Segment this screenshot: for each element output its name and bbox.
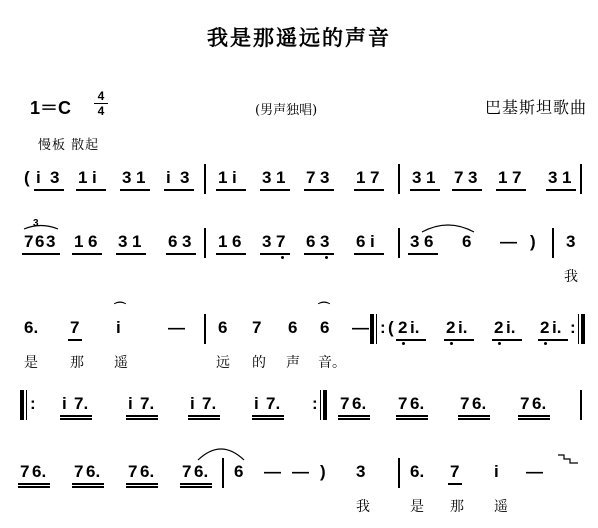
beam xyxy=(444,339,474,341)
note: i xyxy=(62,394,67,413)
note: 1 xyxy=(562,168,572,187)
dash: — xyxy=(168,318,185,337)
note: i. xyxy=(506,318,516,337)
repeat-start-barline xyxy=(370,314,374,344)
beam xyxy=(188,415,220,417)
note: i xyxy=(494,462,499,481)
beam xyxy=(338,415,370,417)
note: 6 xyxy=(35,232,45,251)
note: i xyxy=(36,168,41,187)
beam xyxy=(120,189,150,191)
barline xyxy=(204,314,206,344)
note: 3 xyxy=(180,168,190,187)
note: 6. xyxy=(532,394,547,413)
note: 1 xyxy=(78,168,88,187)
barline xyxy=(580,164,582,194)
barline xyxy=(552,228,554,258)
note: 3 xyxy=(182,232,192,251)
note: 3 xyxy=(320,232,330,251)
beam xyxy=(252,415,284,417)
note: i xyxy=(92,168,97,187)
barline xyxy=(398,228,400,258)
meter-top: 4 xyxy=(97,89,105,103)
beam xyxy=(126,418,158,420)
note: 3 xyxy=(412,168,422,187)
beam xyxy=(180,483,212,485)
repeat-dots: : xyxy=(570,318,576,337)
note: 6. xyxy=(352,394,367,413)
low-dot xyxy=(498,342,501,345)
lyric: 遥 xyxy=(114,355,128,371)
score-row-3 xyxy=(0,301,598,371)
note: 7 xyxy=(306,168,316,187)
dash: — xyxy=(352,318,369,337)
note: 7 xyxy=(520,394,530,413)
fermata-icon: ⌒ xyxy=(318,301,331,315)
note: 7 xyxy=(460,394,470,413)
low-dot xyxy=(450,342,453,345)
beam xyxy=(72,483,104,485)
beam xyxy=(180,486,212,488)
beam xyxy=(410,189,440,191)
beam xyxy=(452,189,482,191)
repeat-end-thin xyxy=(320,390,321,420)
note: 6 xyxy=(168,232,178,251)
note: 7 xyxy=(398,394,408,413)
note: 7 xyxy=(20,462,30,481)
note: 1 xyxy=(132,232,142,251)
low-dot xyxy=(402,342,405,345)
beam xyxy=(448,483,462,485)
note: i xyxy=(370,232,375,251)
note: i. xyxy=(458,318,468,337)
note: 3 xyxy=(410,232,420,251)
note: 3 xyxy=(548,168,558,187)
beam xyxy=(304,253,334,255)
beam xyxy=(188,418,220,420)
beam xyxy=(126,486,158,488)
beam xyxy=(216,189,246,191)
note: 7 xyxy=(24,232,34,251)
note: 3 xyxy=(46,232,56,251)
note: 6 xyxy=(356,232,366,251)
barline xyxy=(222,458,224,488)
triplet-mark: 3 xyxy=(33,218,39,229)
beam xyxy=(76,189,106,191)
beam xyxy=(18,486,50,488)
note: 1 xyxy=(218,168,228,187)
beam xyxy=(496,189,526,191)
dash: — xyxy=(264,462,281,481)
note: 3 xyxy=(468,168,478,187)
beam xyxy=(126,415,158,417)
note: 6. xyxy=(194,462,209,481)
beam xyxy=(518,418,550,420)
lyric: 是 xyxy=(24,355,38,371)
repeat-end-barline xyxy=(581,314,585,344)
note: 7 xyxy=(512,168,522,187)
meter-bottom: 4 xyxy=(97,104,105,118)
beam xyxy=(458,415,490,417)
note: i xyxy=(254,394,259,413)
lyric: 那 xyxy=(450,499,464,515)
beam xyxy=(546,189,576,191)
note: 2 xyxy=(446,318,456,337)
note: 1 xyxy=(276,168,286,187)
note: i xyxy=(232,168,237,187)
score-row-1 xyxy=(0,160,598,220)
lyric: 是 xyxy=(410,499,424,515)
note: 3 xyxy=(262,232,272,251)
note: 7. xyxy=(74,394,89,413)
beam xyxy=(518,415,550,417)
repeat-dots: : xyxy=(312,394,318,413)
score-row-2 xyxy=(0,218,598,285)
beam xyxy=(354,189,384,191)
repeat-start-thin xyxy=(376,314,377,344)
score-row-4 xyxy=(0,384,598,444)
repeat-end-barline xyxy=(323,390,327,420)
lyric: 的 xyxy=(252,355,266,371)
beam xyxy=(72,253,102,255)
fermata-icon: ⌒ xyxy=(114,301,127,315)
low-dot xyxy=(281,256,284,259)
beam xyxy=(60,418,92,420)
repeat-dots: : xyxy=(30,394,36,413)
note: 7 xyxy=(252,318,262,337)
note: 7 xyxy=(340,394,350,413)
note: 7 xyxy=(276,232,286,251)
note: 6. xyxy=(410,394,425,413)
beam xyxy=(492,339,522,341)
lyric: 我 xyxy=(356,499,370,515)
beam xyxy=(72,486,104,488)
beam xyxy=(408,253,438,255)
note: 7 xyxy=(128,462,138,481)
barline xyxy=(398,458,400,488)
beam xyxy=(338,418,370,420)
note: 6 xyxy=(234,462,244,481)
note: i. xyxy=(552,318,562,337)
note: 6 xyxy=(88,232,98,251)
note: i xyxy=(116,318,121,337)
note: 1 xyxy=(218,232,228,251)
note: 7 xyxy=(454,168,464,187)
note: 6 xyxy=(218,318,228,337)
repeat-end-thin xyxy=(578,314,579,344)
paren-close: ) xyxy=(530,232,536,251)
note: 6 xyxy=(424,232,434,251)
note: i xyxy=(190,394,195,413)
paren-close: ) xyxy=(320,462,326,481)
beam xyxy=(304,189,334,191)
beam xyxy=(18,483,50,485)
lyric: 音。 xyxy=(318,355,346,371)
beam xyxy=(458,418,490,420)
beam xyxy=(396,418,428,420)
page-title: 我是那遥远的声音 xyxy=(207,26,391,50)
note: 3 xyxy=(50,168,60,187)
note: 1 xyxy=(356,168,366,187)
note: 2 xyxy=(494,318,504,337)
note: 6 xyxy=(232,232,242,251)
lyric: 遥 xyxy=(494,499,508,515)
lyric: 那 xyxy=(70,355,84,371)
beam xyxy=(252,418,284,420)
note: 7 xyxy=(182,462,192,481)
key-signature: 1＝C xyxy=(30,98,72,118)
note: 6. xyxy=(86,462,101,481)
low-dot xyxy=(325,256,328,259)
beam xyxy=(116,253,146,255)
note: 6 xyxy=(288,318,298,337)
triplet-bracket xyxy=(22,222,60,230)
beam xyxy=(538,339,568,341)
barline xyxy=(204,228,206,258)
note: 6. xyxy=(472,394,487,413)
beam xyxy=(396,415,428,417)
note: 7 xyxy=(450,462,460,481)
note: i. xyxy=(410,318,420,337)
beam xyxy=(260,253,290,255)
beam xyxy=(166,253,196,255)
beam xyxy=(34,189,64,191)
note: 2 xyxy=(540,318,550,337)
note: i xyxy=(166,168,171,187)
continuation-mark xyxy=(556,452,582,468)
note: i xyxy=(128,394,133,413)
beam xyxy=(60,415,92,417)
lyric: 声 xyxy=(286,355,300,371)
repeat-dots: : xyxy=(380,318,386,337)
note: 7. xyxy=(266,394,281,413)
note: 7 xyxy=(74,462,84,481)
lyric: 远 xyxy=(216,355,230,371)
paren-open: ( xyxy=(388,318,394,337)
pickup-note: 3 xyxy=(356,462,366,481)
note: 3 xyxy=(262,168,272,187)
note: 6. xyxy=(24,318,39,337)
note: 6. xyxy=(140,462,155,481)
composer-credit: 巴基斯坦歌曲 xyxy=(485,98,588,117)
pickup-note: 3 xyxy=(566,232,576,251)
repeat-start-thin xyxy=(26,390,27,420)
beam xyxy=(216,253,246,255)
performance-note: (男声独唱) xyxy=(255,103,318,118)
note: 1 xyxy=(498,168,508,187)
time-signature xyxy=(94,90,108,117)
note: 7. xyxy=(140,394,155,413)
note: 3 xyxy=(122,168,132,187)
beam xyxy=(22,253,60,255)
dash: — xyxy=(526,462,543,481)
barline xyxy=(580,390,582,420)
repeat-start-barline xyxy=(20,390,24,420)
note: 6 xyxy=(306,232,316,251)
beam xyxy=(126,483,158,485)
note: 7. xyxy=(202,394,217,413)
note: 6 xyxy=(320,318,330,337)
note: 2 xyxy=(398,318,408,337)
beam xyxy=(260,189,290,191)
tie-arc xyxy=(196,442,246,462)
note: 1 xyxy=(426,168,436,187)
score-row-5 xyxy=(0,452,598,515)
lyric: 我 xyxy=(564,269,578,285)
paren-open: ( xyxy=(24,168,30,187)
note: 3 xyxy=(320,168,330,187)
note: 7 xyxy=(70,318,80,337)
beam xyxy=(354,253,384,255)
low-dot xyxy=(544,342,547,345)
note: 7 xyxy=(370,168,380,187)
beam xyxy=(164,189,194,191)
note: 6. xyxy=(32,462,47,481)
barline xyxy=(204,164,206,194)
beam xyxy=(68,339,82,341)
note: 6 xyxy=(462,232,472,251)
tempo-marking: 慢板 散起 xyxy=(38,138,100,153)
barline xyxy=(398,164,400,194)
note: 1 xyxy=(74,232,84,251)
note: 3 xyxy=(118,232,128,251)
note: 1 xyxy=(136,168,146,187)
note: 6. xyxy=(410,462,425,481)
dash: — xyxy=(500,232,517,251)
beam xyxy=(396,339,426,341)
dash: — xyxy=(292,462,309,481)
